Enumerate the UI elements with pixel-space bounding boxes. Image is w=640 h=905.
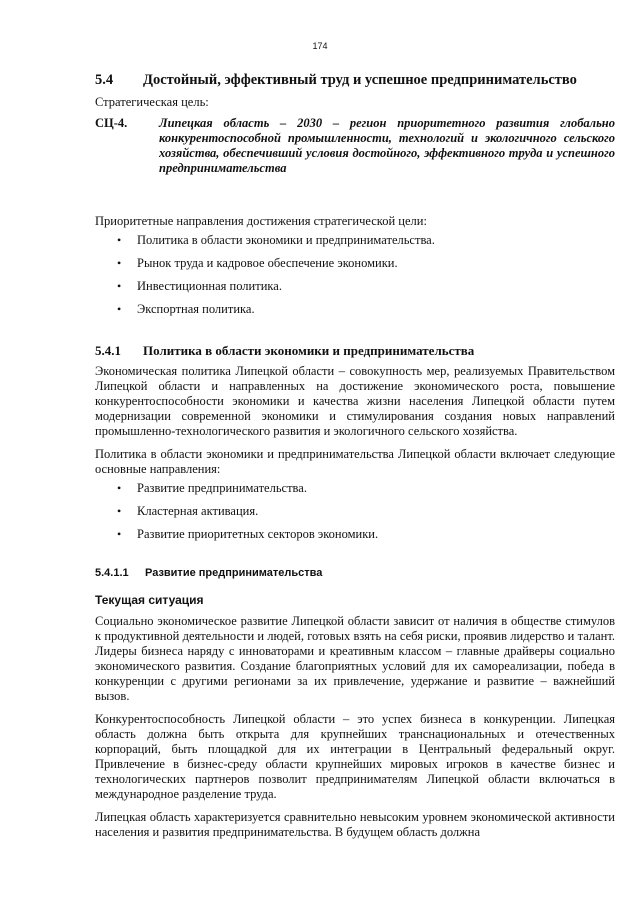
page-number: 174 bbox=[312, 41, 328, 51]
list-item: • Рынок труда и кадровое обеспечение экономики. bbox=[95, 256, 615, 271]
paragraph: Политика в области экономики и предпринимательства Липецкой области включает следующие основные направления: bbox=[95, 447, 615, 476]
section-title: Достойный, эффективный труд и успешное предпринимательство bbox=[143, 72, 577, 88]
subsection-title: Политика в области экономики и предпринимательства bbox=[143, 343, 475, 358]
list-item: • Кластерная активация. bbox=[95, 504, 615, 519]
page-content bbox=[95, 72, 615, 848]
paragraph: Конкурентоспособность Липецкой области – это успех бизнеса в конкуренции. Липецкая область должна быть открыта для крупнейших транснациональных и отечественных корпораций, быть площадкой для их интеграции в Центральный федеральный округ. Привлечение в бизнес-среду области крупнейших мировых игроков в качестве бизнес и технологических партнеров позволит предпринимателям Липецкой области включаться в международное разделение труда. bbox=[95, 712, 615, 801]
list-item: • Развитие приоритетных секторов экономики. bbox=[95, 527, 615, 542]
list-item: • Политика в области экономики и предпринимательства. bbox=[95, 233, 615, 248]
paragraph: Липецкая область характеризуется сравнительно невысоким уровнем экономической активности населения и развития предпринимательства. В будущем область должна bbox=[95, 810, 615, 839]
subsubsection-title: Развитие предпринимательства bbox=[145, 567, 323, 579]
strategic-goal-label: Стратегическая цель: bbox=[95, 95, 209, 109]
subsection-number: 5.4.1 bbox=[95, 343, 121, 358]
subsubsection-number: 5.4.1.1 bbox=[95, 567, 129, 579]
paragraph: Экономическая политика Липецкой области – совокупность мер, реализуемых Правительством Липецкой области и направленных на достижение экономического роста, повышение конкурентоспособности экономики и качества жизни населения Липецкой области путем модернизации современной экономики и стимулирования создания новых направлений промышленно-технологического развития и экологичного сельского хозяйства. bbox=[95, 364, 615, 438]
section-number: 5.4 bbox=[95, 72, 114, 88]
list-item: • Развитие предпринимательства. bbox=[95, 481, 615, 496]
directions-list bbox=[95, 481, 615, 542]
goal-code: СЦ-4. bbox=[95, 116, 128, 130]
section-heading bbox=[95, 72, 615, 89]
subsection-heading bbox=[95, 343, 615, 358]
subsubsection-heading bbox=[95, 566, 615, 581]
strategic-goal bbox=[95, 116, 615, 176]
list-item: • Инвестиционная политика. bbox=[95, 279, 615, 294]
priorities-list bbox=[95, 233, 615, 317]
priorities-intro: Приоритетные направления достижения стратегической цели: bbox=[95, 214, 427, 228]
current-situation-heading: Текущая ситуация bbox=[95, 593, 204, 607]
paragraph: Социально экономическое развитие Липецкой области зависит от наличия в обществе стимулов к продуктивной деятельности и людей, готовых взять на себя риски, проявив лидерство и талант. Лидеры бизнеса наряду с инноваторами и креативным классом – главные драйверы социально экономического развития. Создание благоприятных условий для их самореализации, победа в конкуренции с другими регионами за их привлечение, удержание и развитие – важнейший вызов. bbox=[95, 614, 615, 703]
goal-text: Липецкая область – 2030 – регион приоритетного развития глобально конкурентоспособной промышленности, технологий и экологичного сельского хозяйства, обеспечивший условия достойного, эффективного труда и успешного предпринимательства bbox=[159, 116, 615, 175]
list-item: • Экспортная политика. bbox=[95, 302, 615, 317]
